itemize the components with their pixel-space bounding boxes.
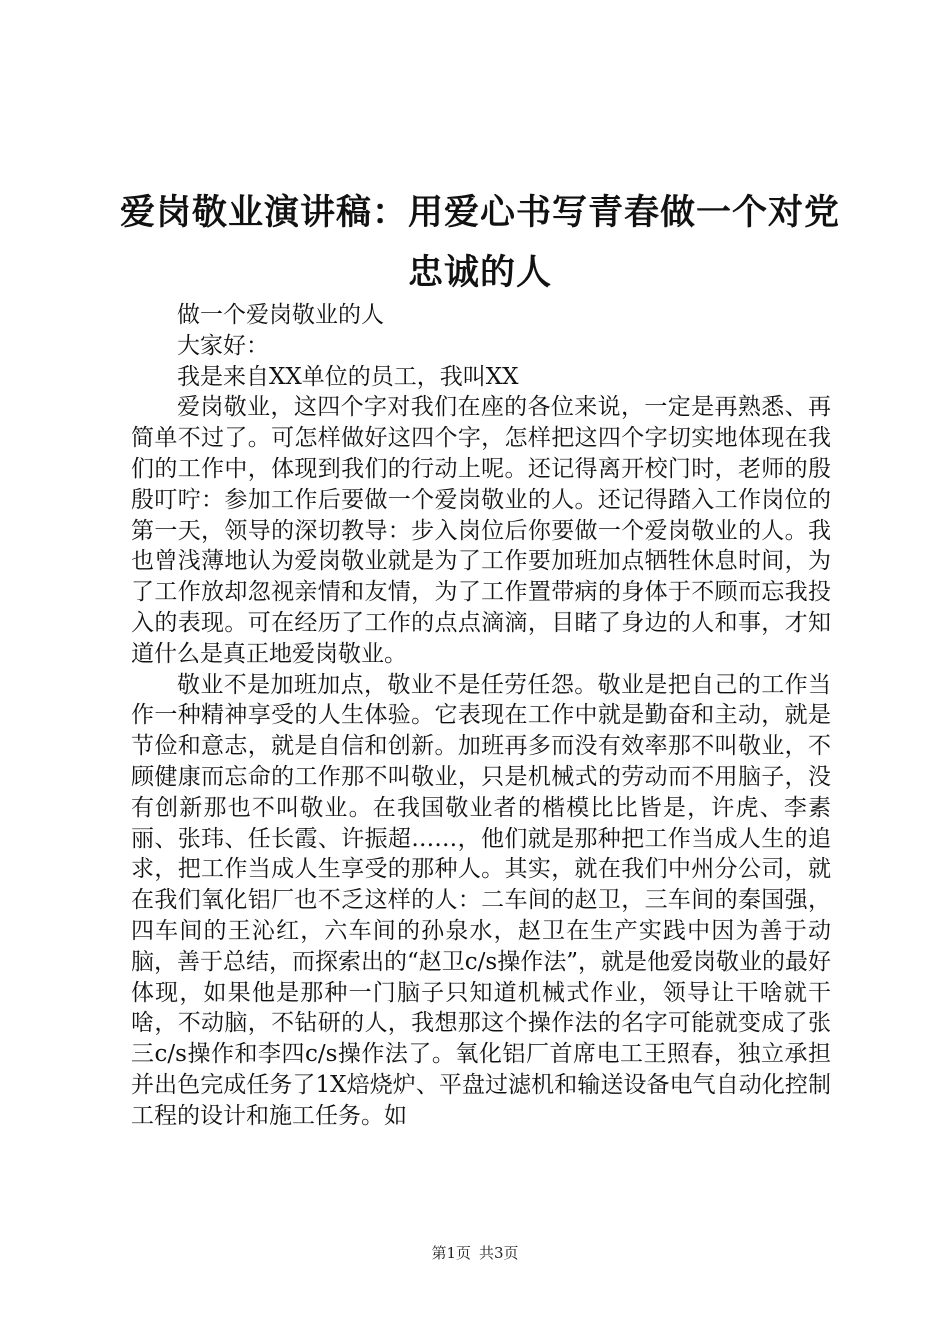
paragraph-body: 爱岗敬业，这四个字对我们在座的各位来说，一定是再熟悉、再简单不过了。可怎样做好这四个字，怎样把这四个字切实地体现在我们的工作中，体现到我们的行动上呢。还记得离开校门时，老师的殷殷叮咛：参加工作后要做一个爱岗敬业的人。还记得踏入工作岗位的第一天，领导的深切教导：步入岗位后你要做一个爱岗敬业的人。我也曾浅薄地认为爱岗敬业就是为了工作要加班加点牺牲休息时间，为了工作放却忽视亲情和友情，为了工作置带病的身体于不顾而忘我投入的表现。可在经历了工作的点点滴滴，目睹了身边的人和事，才知道什么是真正地爱岗敬业。 (131, 394, 831, 667)
page-number: 第1页 (431, 1244, 471, 1262)
document-body (131, 300, 831, 1132)
document-title: 爱岗敬业演讲稿：用爱心书写青春做一个对党忠诚的人 (119, 193, 840, 294)
paragraph-introduction: 我是来自XX单位的员工，我叫XX (177, 363, 519, 390)
paragraph-body: 敬业不是加班加点，敬业不是任劳任怨。敬业是把自己的工作当作一种精神享受的人生体验。它表现在工作中就是勤奋和主动，就是节俭和意志，就是自信和创新。加班再多而没有效率那不叫敬业，不顾健康而忘命的工作那不叫敬业，只是机械式的劳动而不用脑子，没有创新那也不叫敬业。在我国敬业者的楷模比比皆是，许虎、李素丽、张玮、任长霞、许振超……，他们就是那种把工作当成人生的追求，把工作当成人生享受的那种人。其实，就在我们中州分公司，就在我们氧化铝厂也不乏这样的人：二车间的赵卫，三车间的秦国强，四车间的王沁红，六车间的孙泉水，赵卫在生产实践中因为善于动脑，善于总结，而探索出的“赵卫c/s操作法”，就是他爱岗敬业的最好体现，如果他是那种一门脑子只知道机械式作业，领导让干啥就干啥，不动脑，不钻研的人，我想那这个操作法的名字可能就变成了张三c/s操作和李四c/s操作法了。氧化铝厂首席电工王照春，独立承担并出色完成任务了1X焙烧炉、平盘过滤机和输送设备电气自动化控制工程的设计和施工任务。如 (131, 671, 831, 1129)
page-total: 共3页 (479, 1244, 519, 1262)
page-footer (0, 1243, 950, 1263)
paragraph-subtitle: 做一个爱岗敬业的人 (177, 302, 384, 328)
paragraph-greeting: 大家好： (177, 332, 269, 359)
